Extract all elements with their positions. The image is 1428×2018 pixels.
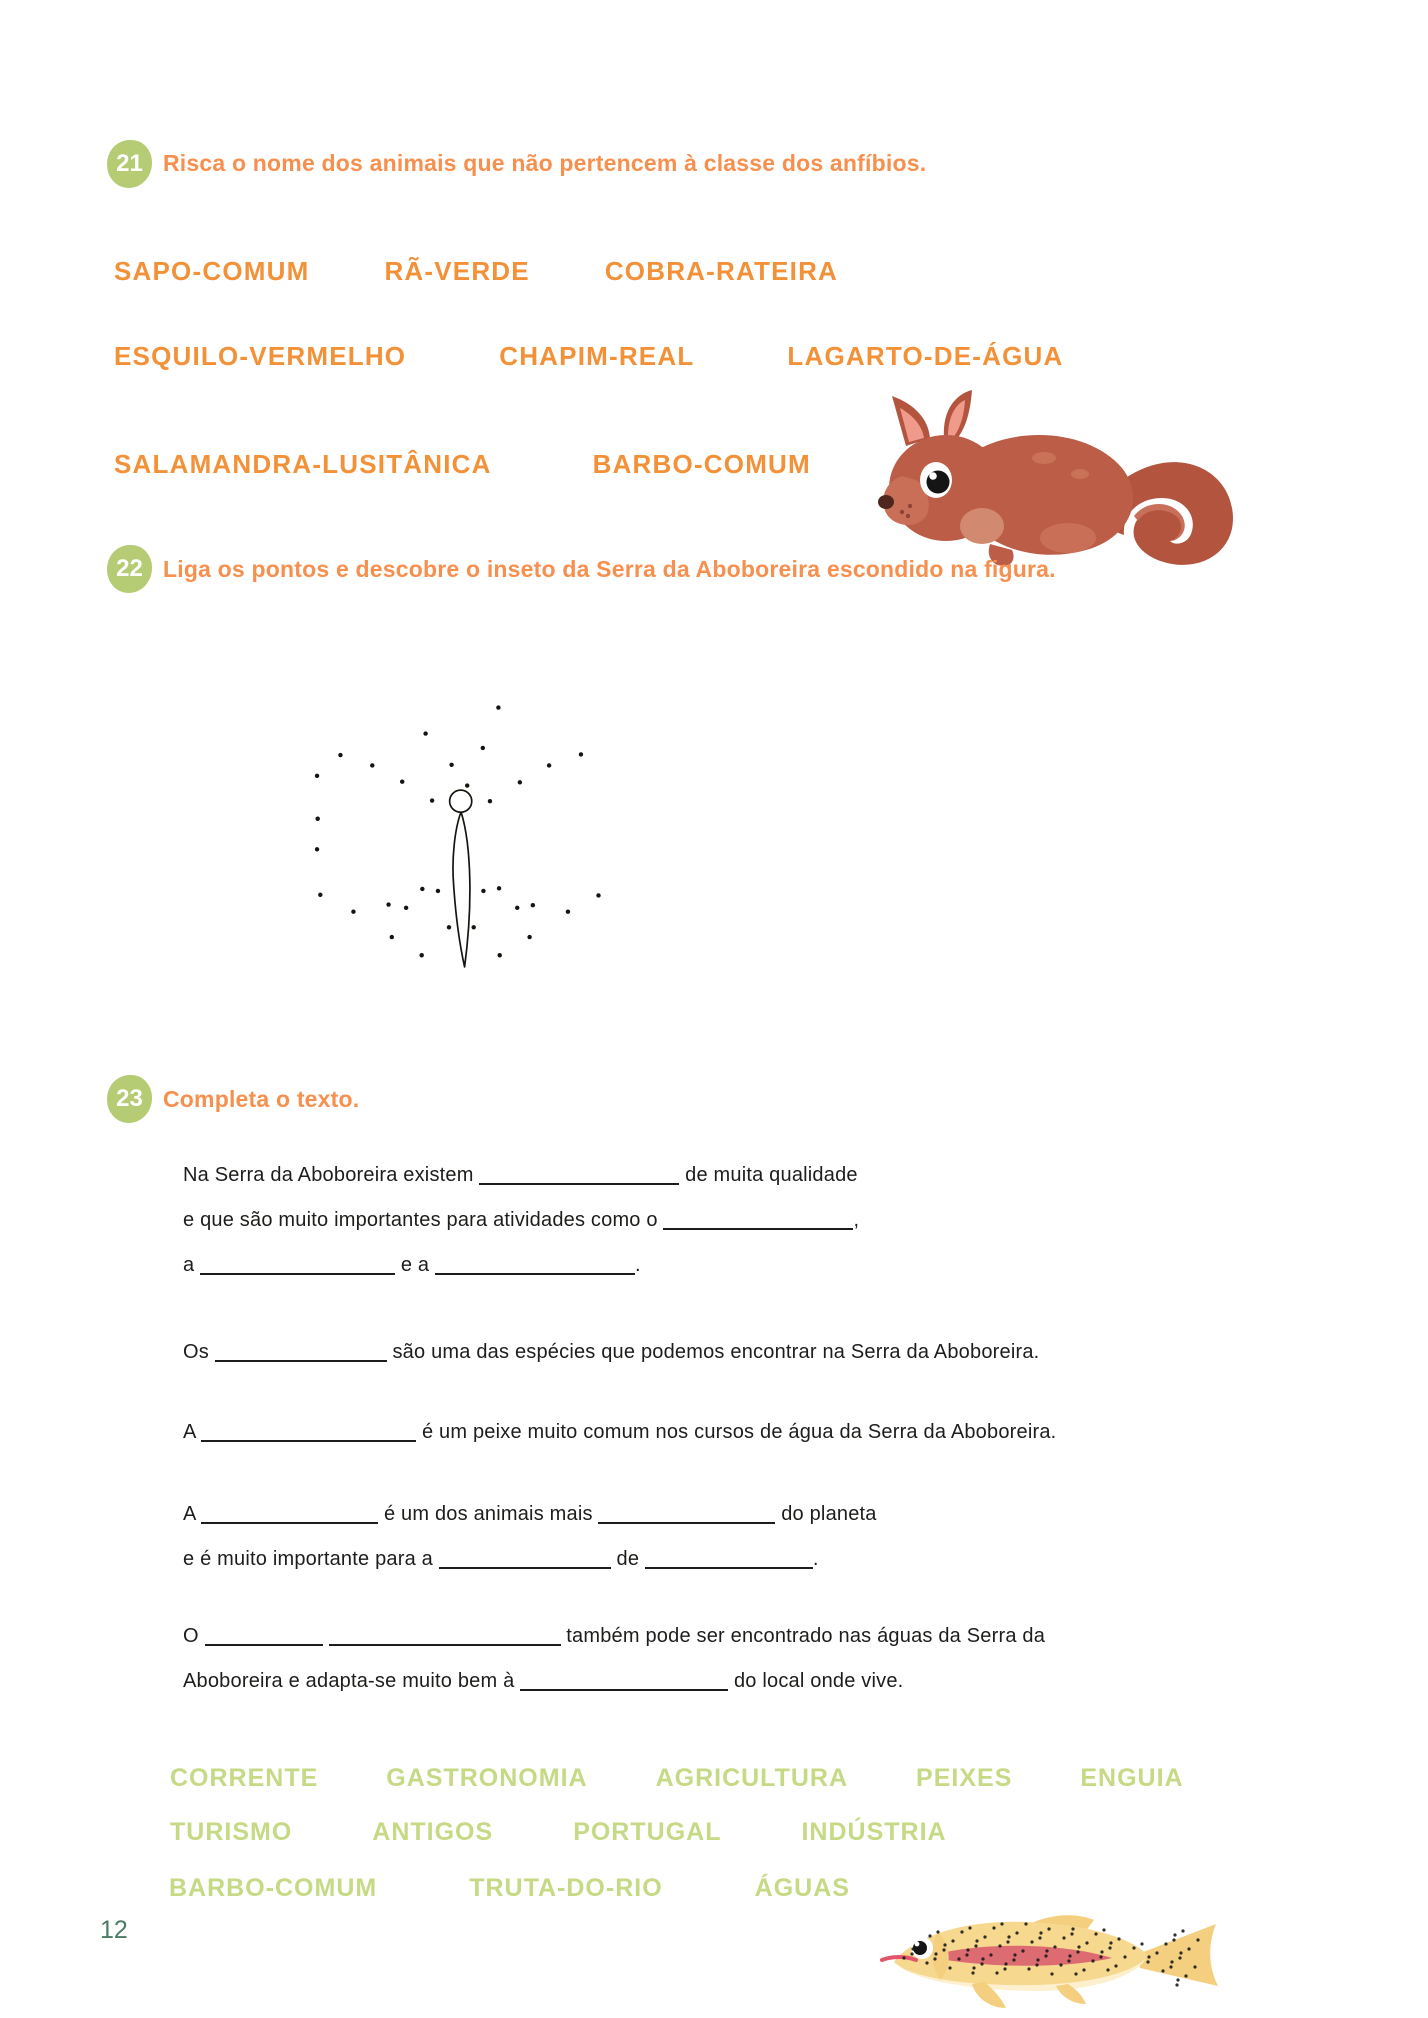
word-bank-word: ENGUIA	[1080, 1764, 1184, 1792]
word-bank-word: TRUTA-DO-RIO	[469, 1874, 663, 1902]
exercise-21-badge	[107, 140, 152, 188]
animal-word: COBRA-RATEIRA	[604, 256, 839, 286]
fill-in-blank	[663, 1212, 853, 1230]
text-line	[183, 1659, 1323, 1704]
puzzle-dot	[419, 953, 423, 957]
word-bank-word: PORTUGAL	[573, 1818, 722, 1846]
puzzle-dot	[420, 887, 424, 891]
animal-word: CHAPIM-REAL	[499, 341, 695, 371]
fill-in-blank	[205, 1628, 323, 1646]
puzzle-dot	[430, 798, 434, 802]
fill-in-blank	[598, 1506, 775, 1524]
exercise-22-number: 22	[116, 555, 143, 582]
paragraph-text: de muita qualidade	[679, 1164, 858, 1186]
fill-in-blank	[215, 1344, 387, 1362]
exercise-23-title: Completa o texto.	[163, 1086, 360, 1112]
animal-word: LAGARTO-DE-ÁGUA	[787, 341, 1064, 371]
fill-in-paragraph	[183, 1614, 1323, 1704]
puzzle-dot	[370, 763, 374, 767]
word-bank-word: ANTIGOS	[372, 1818, 494, 1846]
word-bank-word: AGRICULTURA	[655, 1764, 849, 1792]
puzzle-dot	[423, 731, 427, 735]
puzzle-dot	[338, 753, 342, 757]
word-bank-word: PEIXES	[916, 1764, 1013, 1792]
paragraph-text: e que são muito importantes para atividades como o	[183, 1209, 664, 1231]
puzzle-dot	[436, 889, 440, 893]
word-bank-word: CORRENTE	[170, 1764, 319, 1792]
connect-the-dots-figure	[280, 600, 800, 1070]
puzzle-dot	[481, 746, 485, 750]
puzzle-dot	[497, 886, 501, 890]
paragraph-text: e a	[395, 1254, 436, 1276]
animal-word-row	[114, 341, 1063, 372]
dragonfly-body-outline	[453, 813, 470, 967]
paragraph-text: do planeta	[775, 1503, 877, 1525]
puzzle-dot	[481, 889, 485, 893]
paragraph-text: é um dos animais mais	[378, 1503, 599, 1525]
animal-word-row	[114, 256, 838, 287]
fill-in-blank	[329, 1628, 561, 1646]
dragonfly-head-outline	[450, 790, 472, 812]
paragraph-text: .	[635, 1254, 641, 1276]
animal-word: SALAMANDRA-LUSITÂNICA	[114, 449, 492, 479]
page-number: 12	[100, 1916, 128, 1944]
fill-in-blank	[439, 1551, 611, 1569]
text-line	[183, 1330, 1323, 1375]
text-line	[183, 1614, 1323, 1659]
puzzle-dot	[596, 893, 600, 897]
puzzle-dot	[386, 902, 390, 906]
word-bank-word: INDÚSTRIA	[801, 1818, 947, 1846]
exercise-22-title: Liga os pontos e descobre o inseto da Serra da Aboboreira escondido na figura.	[163, 556, 1056, 582]
fill-in-paragraph	[183, 1410, 1323, 1455]
paragraph-text: .	[812, 1548, 819, 1570]
exercise-21-title: Risca o nome dos animais que não pertencem à classe dos anfíbios.	[163, 150, 927, 176]
puzzle-dot	[351, 909, 355, 913]
puzzle-dot	[400, 779, 404, 783]
animal-word: SAPO-COMUM	[114, 256, 310, 286]
paragraph-text: A	[183, 1503, 202, 1525]
puzzle-dot	[531, 903, 535, 907]
word-bank-row	[170, 1763, 1184, 1793]
word-bank-word: BARBO-COMUM	[169, 1874, 378, 1902]
puzzle-dot	[566, 909, 570, 913]
paragraph-text: O	[183, 1625, 205, 1647]
puzzle-dot	[579, 752, 583, 756]
exercise-23-badge	[107, 1075, 152, 1123]
puzzle-dot	[447, 925, 451, 929]
paragraph-text: é um peixe muito comum nos cursos de água da Serra da Aboboreira.	[416, 1421, 1057, 1443]
exercise-22-badge	[107, 545, 152, 593]
animal-word: RÃ-VERDE	[384, 256, 530, 286]
puzzle-dot	[315, 774, 319, 778]
word-bank-row	[170, 1817, 947, 1847]
paragraph-text: do local onde vive.	[728, 1670, 904, 1692]
fill-in-paragraph	[183, 1153, 1323, 1288]
fill-in-blank	[645, 1551, 813, 1569]
text-line	[183, 1537, 1323, 1582]
fill-in-paragraph	[183, 1330, 1323, 1375]
paragraph-text: também pode ser encontrado nas águas da Serra da	[560, 1625, 1046, 1647]
squirrel-illustration	[872, 388, 1244, 573]
puzzle-dot	[318, 893, 322, 897]
puzzle-dot	[527, 935, 531, 939]
puzzle-dot	[404, 906, 408, 910]
exercise-21-number: 21	[116, 150, 143, 177]
text-line	[183, 1410, 1323, 1455]
fill-in-blank	[200, 1257, 395, 1275]
puzzle-dot	[488, 799, 492, 803]
puzzle-dot	[496, 705, 500, 709]
puzzle-dot	[315, 847, 319, 851]
text-line	[183, 1153, 1323, 1198]
paragraph-text: Aboboreira e adapta-se muito bem à	[183, 1670, 521, 1692]
puzzle-dot	[390, 935, 394, 939]
puzzle-dot	[518, 780, 522, 784]
exercise-23-number: 23	[116, 1085, 143, 1112]
text-line	[183, 1243, 1323, 1288]
trout-illustration	[876, 1910, 1224, 2014]
word-bank-word: ÁGUAS	[754, 1874, 850, 1902]
puzzle-dot	[547, 763, 551, 767]
fill-in-blank	[201, 1424, 416, 1442]
animal-word-row	[114, 449, 811, 480]
text-line	[183, 1198, 1323, 1243]
animal-word: BARBO-COMUM	[592, 449, 811, 479]
word-bank-word: TURISMO	[170, 1818, 293, 1846]
paragraph-text: A	[183, 1421, 202, 1443]
puzzle-dot	[465, 783, 469, 787]
puzzle-dot	[497, 953, 501, 957]
word-bank-word: GASTRONOMIA	[386, 1764, 588, 1792]
paragraph-text: ,	[853, 1209, 860, 1231]
paragraph-text: são uma das espécies que podemos encontrar na Serra da Aboboreira.	[386, 1341, 1040, 1363]
fill-in-paragraph	[183, 1492, 1323, 1582]
paragraph-text: e é muito importante para a	[183, 1548, 439, 1570]
fill-in-blank	[201, 1506, 378, 1524]
puzzle-dot	[449, 763, 453, 767]
fill-in-blank	[435, 1257, 635, 1275]
puzzle-dot	[471, 925, 475, 929]
paragraph-text: de	[610, 1548, 645, 1570]
paragraph-text: a	[183, 1254, 201, 1276]
puzzle-dot	[315, 817, 319, 821]
fill-in-blank	[520, 1673, 728, 1691]
puzzle-dot	[515, 906, 519, 910]
paragraph-text: Na Serra da Aboboreira existem	[183, 1164, 480, 1186]
fill-in-blank	[479, 1167, 679, 1185]
word-bank-row	[169, 1873, 850, 1903]
animal-word: ESQUILO-VERMELHO	[114, 341, 407, 371]
text-line	[183, 1492, 1323, 1537]
paragraph-text: Os	[183, 1341, 215, 1363]
